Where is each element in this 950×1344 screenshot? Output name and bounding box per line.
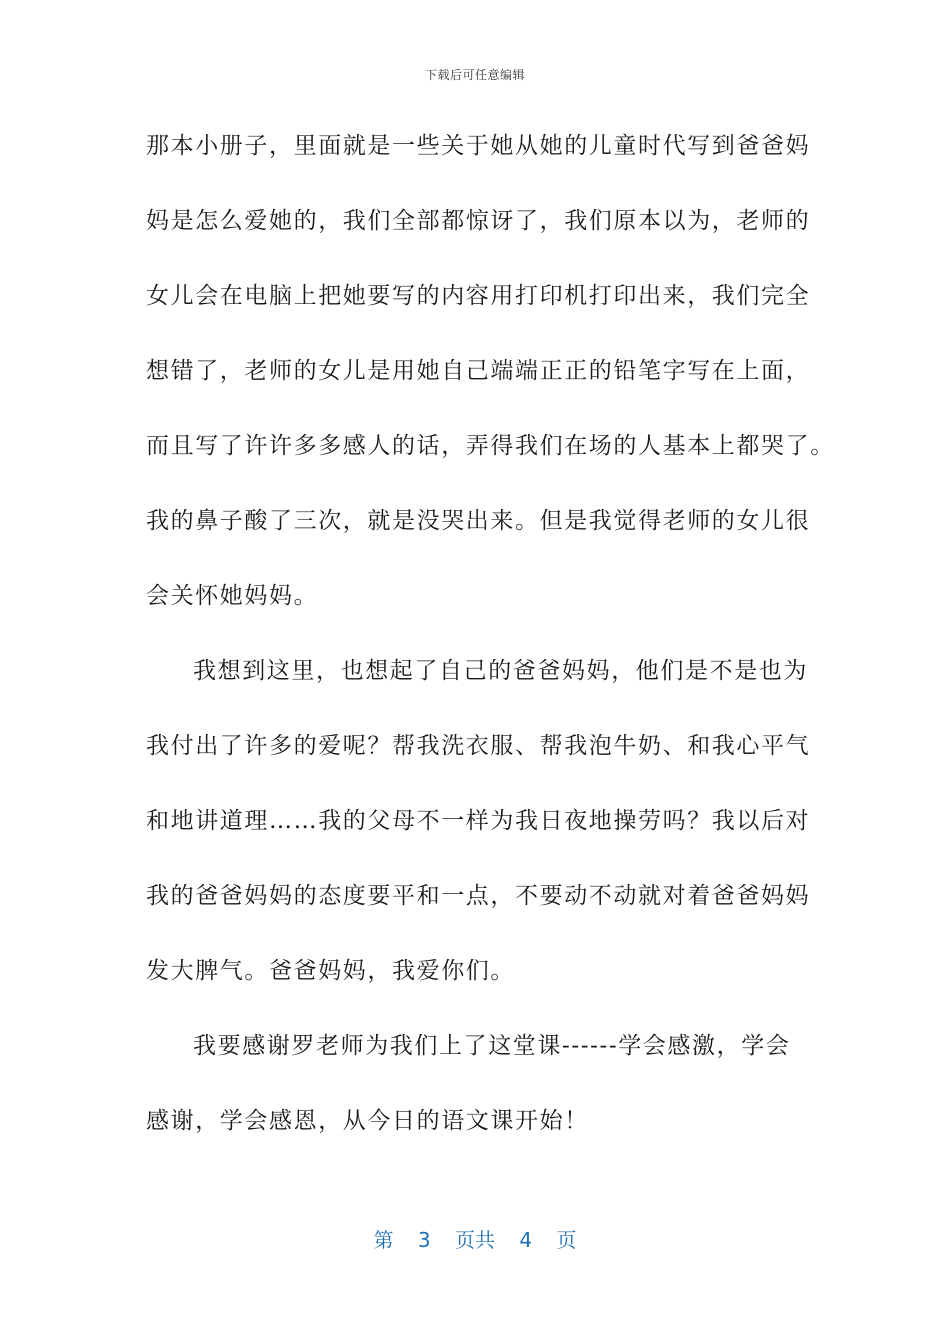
text-line: 想错了，老师的女儿是用她自己端端正正的铅笔字写在上面， bbox=[146, 358, 811, 384]
footer-suffix: 页 bbox=[556, 1228, 577, 1252]
paragraph bbox=[146, 645, 826, 1020]
text-line: 我要感谢罗老师为我们上了这堂课------学会感激，学会 bbox=[193, 1033, 791, 1059]
text-line: 我的爸爸妈妈的态度要平和一点，不要动不动就对着爸爸妈妈 bbox=[146, 883, 811, 909]
text-line: 而且写了许许多多感人的话，弄得我们在场的人基本上都哭了。 bbox=[146, 433, 835, 459]
text-line: 我的鼻子酸了三次，就是没哭出来。但是我觉得老师的女儿很 bbox=[146, 508, 811, 534]
footer-prefix: 第 bbox=[373, 1228, 394, 1252]
footer-middle: 页共 bbox=[455, 1228, 495, 1252]
document-body bbox=[146, 120, 835, 1170]
text-line: 发大脾气。爸爸妈妈，我爱你们。 bbox=[146, 958, 515, 984]
paragraph bbox=[146, 1020, 826, 1170]
text-line: 那本小册子，里面就是一些关于她从她的儿童时代写到爸爸妈 bbox=[146, 133, 811, 159]
paragraph bbox=[146, 120, 835, 645]
current-page-number: 3 bbox=[417, 1228, 431, 1252]
text-line: 妈是怎么爱她的，我们全部都惊讶了，我们原本以为，老师的 bbox=[146, 208, 811, 234]
text-line: 我付出了许多的爱呢？帮我洗衣服、帮我泡牛奶、和我心平气 bbox=[146, 733, 811, 759]
total-pages-number: 4 bbox=[519, 1228, 533, 1252]
text-line: 感谢，学会感恩，从今日的语文课开始！ bbox=[146, 1108, 589, 1134]
page-footer bbox=[0, 1224, 950, 1253]
text-line: 和地讲道理……我的父母不一样为我日夜地操劳吗？我以后对 bbox=[146, 808, 811, 834]
text-line: 女儿会在电脑上把她要写的内容用打印机打印出来，我们完全 bbox=[146, 283, 811, 309]
page-header: 下载后可任意编辑 bbox=[424, 68, 525, 82]
text-line: 我想到这里，也想起了自己的爸爸妈妈，他们是不是也为 bbox=[193, 658, 808, 684]
text-line: 会关怀她妈妈。 bbox=[146, 583, 319, 609]
